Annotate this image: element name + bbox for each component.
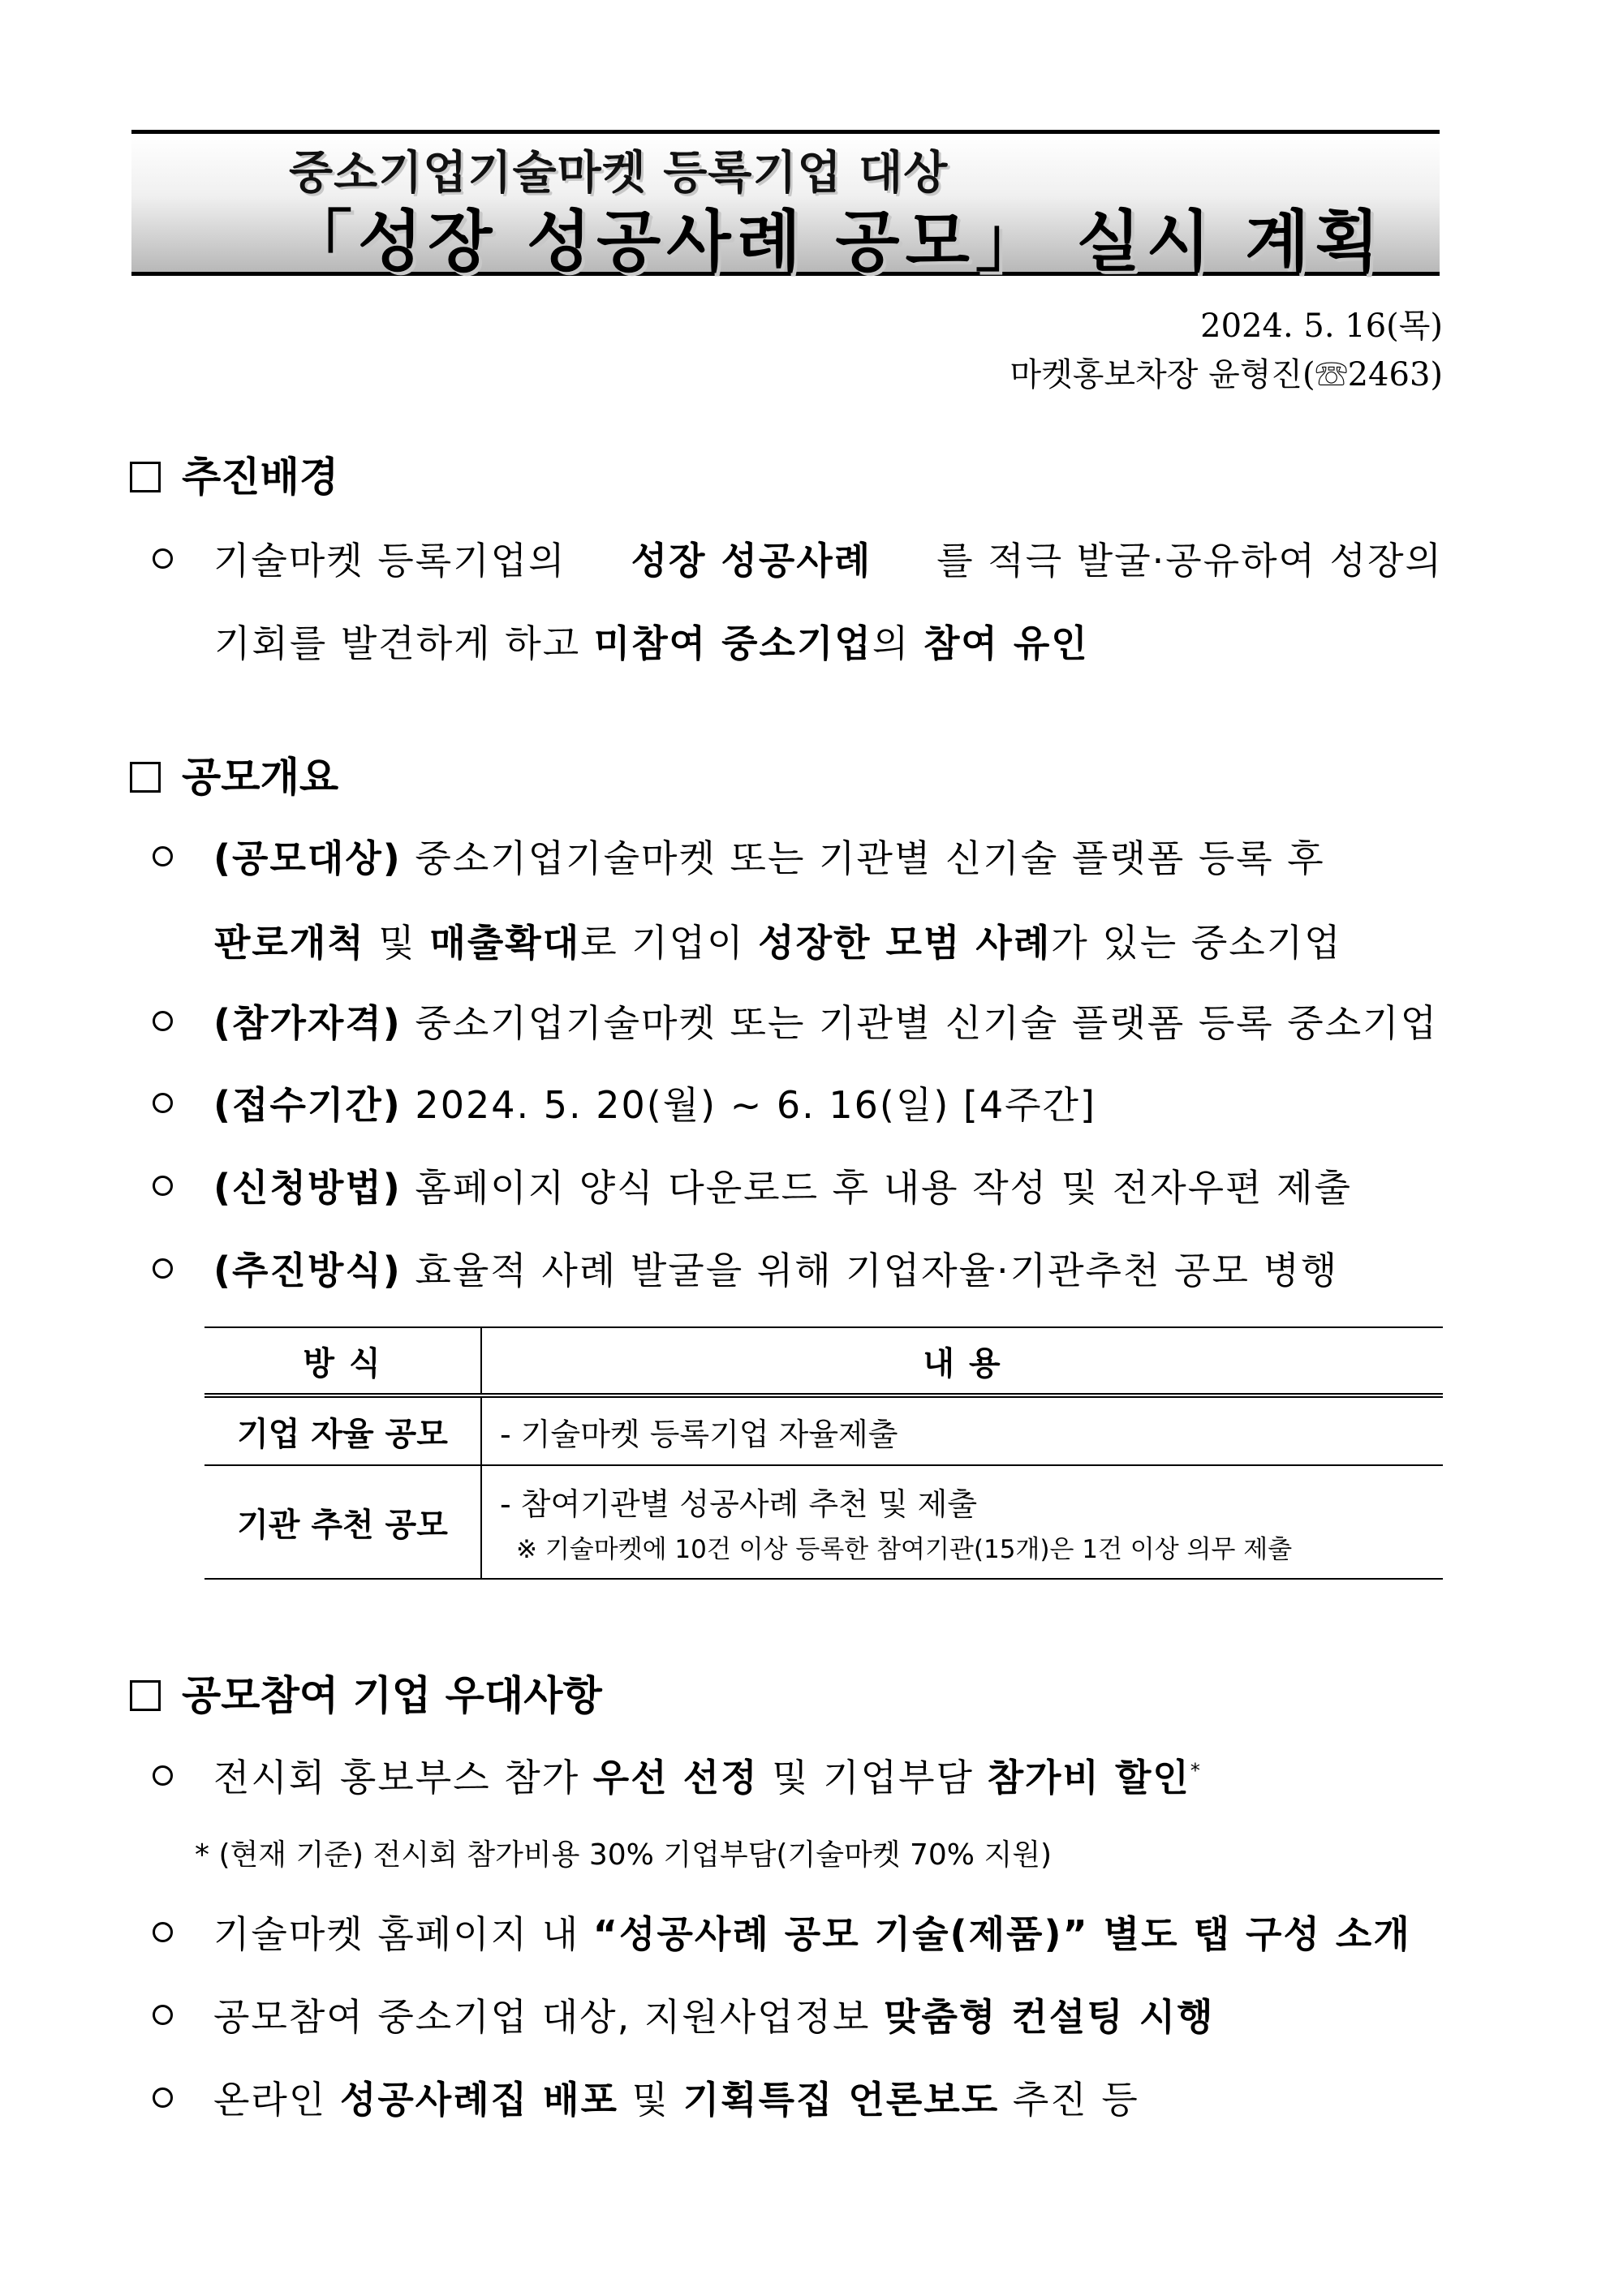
text-span: 를 적극 발굴·공유하여 성장의 <box>936 539 1443 583</box>
bullet-circle-icon <box>153 1176 173 1196</box>
text-span: 중소기업기술마켓 또는 기관별 신기술 플랫폼 등록 중소기업 <box>415 1001 1439 1045</box>
benefit-bullet-exhibition <box>153 1748 1443 1802</box>
bullet-circle-icon <box>153 1765 173 1786</box>
benefit-footnote: * (현재 기준) 전시회 참가비용 30% 기업부담(기술마켓 70% 지원) <box>195 1838 1053 1872</box>
table-cell-label: 기업 자율 공모 <box>204 1395 481 1465</box>
bullet-circle-icon <box>153 2087 173 2108</box>
table-cell-value <box>481 1465 1443 1579</box>
benefit-bullet-consulting <box>153 1988 1443 2041</box>
text-span: 및 <box>631 2078 670 2122</box>
bullet-circle-icon <box>153 1922 173 1942</box>
bold-text: (공모대상) <box>213 836 402 880</box>
text-span: 2024. 5. 20(월) ~ 6. 16(일) [4주간] <box>415 1083 1096 1127</box>
document-subtitle: 중소기업기술마켓 등록기업 대상 <box>289 147 949 200</box>
text-span: 홈페이지 양식 다운로드 후 내용 작성 및 전자우편 제출 <box>415 1166 1352 1210</box>
section-heading-benefits <box>130 1663 602 1722</box>
text-span: 의 <box>872 621 911 665</box>
eligibility-bullet <box>153 994 1443 1047</box>
text-span: 기회를 발견하게 하고 <box>214 621 581 665</box>
text-span: 중소기업기술마켓 또는 기관별 신기술 플랫폼 등록 후 <box>415 836 1325 880</box>
section-heading-background <box>130 445 338 503</box>
bullet-circle-icon <box>153 548 173 569</box>
bold-text: 판로개척 <box>214 921 365 965</box>
text-span: 및 <box>378 921 416 965</box>
text-span: 가 있는 중소기업 <box>1051 921 1342 965</box>
target-bullet-continued <box>214 914 1342 967</box>
table-cell-value: - 기술마켓 등록기업 자율제출 <box>500 1416 898 1452</box>
bold-text: (참가자격) <box>213 1001 402 1045</box>
table-row <box>204 1465 1443 1579</box>
benefit-bullet-publicity <box>153 2070 1443 2124</box>
text-span: 및 기업부담 <box>772 1756 974 1799</box>
bold-text: 미참여 중소기업 <box>593 621 872 665</box>
bold-text: (추진방식) <box>213 1249 402 1292</box>
text-span: 전시회 홍보부스 참가 <box>213 1756 580 1799</box>
benefit-bullet-homepage <box>153 1905 1443 1958</box>
text-span: 추진 등 <box>1012 2078 1139 2122</box>
checkbox-square-icon <box>130 462 161 492</box>
table-header-content: 내 용 <box>481 1327 1443 1395</box>
text-span: 로 기업이 <box>580 921 745 965</box>
document-author: 마켓홍보차장 윤형진(☏2463) <box>1010 356 1443 393</box>
document-date: 2024. 5. 16(목) <box>1200 307 1443 345</box>
table-header-method: 방 식 <box>204 1327 481 1395</box>
bold-text: 성장한 모범 사례 <box>758 921 1052 965</box>
section-heading-overview <box>130 745 338 803</box>
bullet-circle-icon <box>153 1011 173 1031</box>
bold-text: 참여 유인 <box>923 621 1089 665</box>
period-bullet <box>153 1076 1443 1129</box>
bullet-circle-icon <box>153 846 173 866</box>
background-bullet-continued <box>214 614 1089 668</box>
method-table <box>204 1326 1443 1580</box>
document-title: 「성장 성공사례 공모」 실시 계획 <box>286 204 1385 281</box>
table-cell-note: ※ 기술마켓에 10건 이상 등록한 참여기관(15개)은 1건 이상 의무 제출 <box>516 1535 1293 1564</box>
text-span: 기술마켓 등록기업의 <box>213 539 566 583</box>
checkbox-square-icon <box>130 762 161 793</box>
bullet-circle-icon <box>153 1258 173 1279</box>
bullet-circle-icon <box>153 1093 173 1113</box>
table-cell-label: 기관 추천 공모 <box>204 1465 481 1579</box>
text-span: 기술마켓 홈페이지 내 <box>213 1912 580 1956</box>
table-header-row <box>204 1327 1443 1395</box>
approach-bullet <box>153 1241 1443 1295</box>
bold-text: 성공사례집 배포 <box>339 2078 619 2122</box>
bold-text: “성공사례 공모 기술(제품)” 별도 탭 구성 소개 <box>592 1912 1411 1956</box>
bold-text: 참가비 할인 <box>987 1756 1190 1799</box>
background-bullet <box>153 531 1443 585</box>
bold-text: 맞춤형 컨설팅 시행 <box>884 1995 1215 2039</box>
text-span: 효율적 사례 발굴을 위해 기업자율·기관추천 공모 병행 <box>415 1249 1339 1292</box>
application-method-bullet <box>153 1159 1443 1212</box>
title-banner <box>131 130 1440 281</box>
table-cell-text: - 참여기관별 성공사례 추천 및 제출 <box>500 1486 978 1522</box>
text-span: 온라인 <box>213 2078 327 2122</box>
target-bullet <box>153 829 1443 883</box>
section-heading-text: 추진배경 <box>182 454 339 501</box>
bold-text: 기획특집 언론보도 <box>682 2078 1000 2122</box>
bullet-circle-icon <box>153 2005 173 2025</box>
bold-text: 매출확대 <box>429 921 581 965</box>
table-row <box>204 1395 1443 1465</box>
bold-text: 성장 성공사례 <box>631 539 872 583</box>
footnote-marker: * <box>1190 1759 1202 1782</box>
text-span: 공모참여 중소기업 대상, 지원사업정보 <box>213 1995 871 2039</box>
bold-text: (접수기간) <box>213 1083 402 1127</box>
section-heading-text: 공모개요 <box>182 754 339 801</box>
section-heading-text: 공모참여 기업 우대사항 <box>182 1672 602 1719</box>
bold-text: (신청방법) <box>213 1166 402 1210</box>
checkbox-square-icon <box>130 1680 161 1711</box>
bold-text: 우선 선정 <box>592 1756 759 1799</box>
